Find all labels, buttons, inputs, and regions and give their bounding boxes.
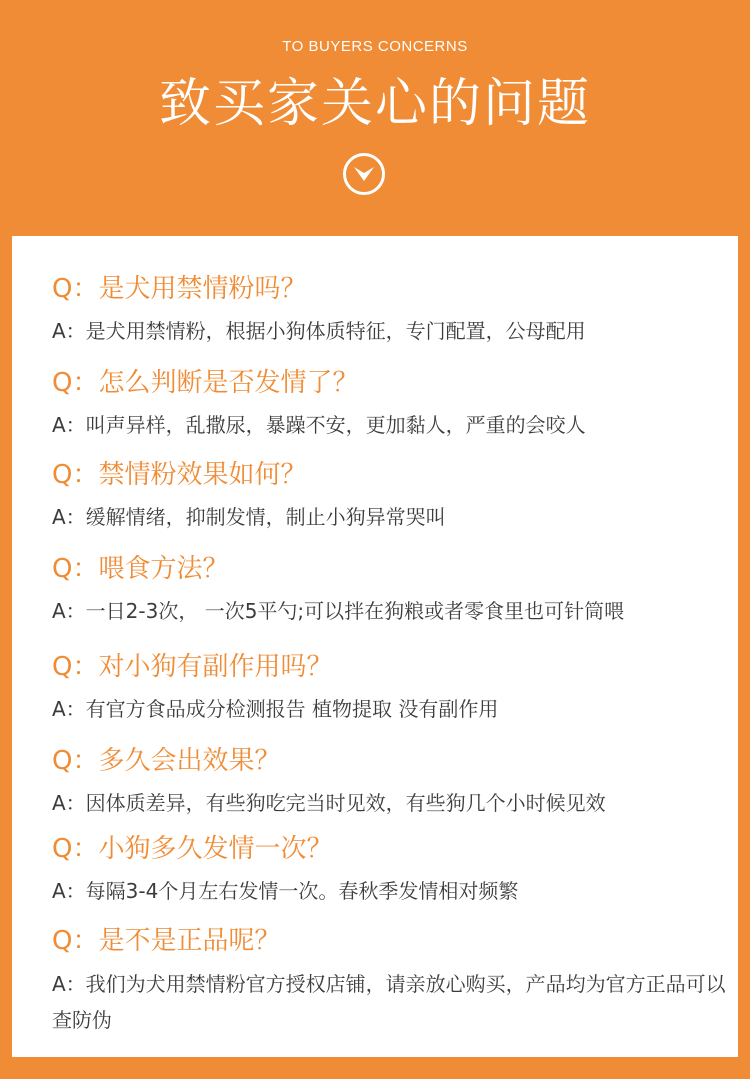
faq-answer: A：一日2-3次， 一次5平勺;可以拌在狗粮或者零食里也可针筒喂 <box>52 599 625 623</box>
faq-question: Q：怎么判断是否发情了？ <box>52 368 359 398</box>
faq-answer: A：叫声异样，乱撒尿，暴躁不安，更加黏人，严重的会咬人 <box>52 413 586 437</box>
faq-question: Q：是犬用禁情粉吗？ <box>52 274 307 304</box>
header <box>0 0 750 236</box>
faq-item <box>52 272 742 348</box>
faq-question: Q：是不是正品呢？ <box>52 926 281 956</box>
faq-question: Q：多久会出效果？ <box>52 746 281 776</box>
faq-answer: A：因体质差异，有些狗吃完当时见效，有些狗几个小时候见效 <box>52 791 606 815</box>
faq-answer: A：有官方食品成分检测报告 植物提取 没有副作用 <box>52 697 499 721</box>
chevron-down-circle-icon <box>343 153 385 195</box>
faq-item <box>52 924 742 1038</box>
faq-answer: A：每隔3-4个月左右发情一次。春秋季发情相对频繁 <box>52 879 519 903</box>
faq-question: Q：对小狗有副作用吗？ <box>52 652 333 682</box>
faq-answer: A：缓解情绪，抑制发情，制止小狗异常哭叫 <box>52 505 446 529</box>
chevron-down-icon <box>353 165 375 183</box>
faq-item <box>52 552 742 628</box>
faq-item <box>52 832 742 908</box>
faq-answer: A：是犬用禁情粉，根据小狗体质特征，专门配置，公母配用 <box>52 319 586 343</box>
page-title: 致买家关心的问题 <box>158 74 591 134</box>
faq-item <box>52 458 742 534</box>
faq-panel <box>12 236 738 1057</box>
faq-item <box>52 744 742 820</box>
faq-item <box>52 650 742 726</box>
faq-question: Q：禁情粉效果如何？ <box>52 460 307 490</box>
faq-answer: A：我们为犬用禁情粉官方授权店铺，请亲放心购买，产品均为官方正品可以查防伪 <box>52 972 726 1032</box>
faq-item <box>52 366 742 442</box>
faq-question: Q：小狗多久发情一次？ <box>52 834 333 864</box>
faq-question: Q：喂食方法？ <box>52 554 229 584</box>
header-subtitle: TO BUYERS CONCERNS <box>282 38 468 55</box>
